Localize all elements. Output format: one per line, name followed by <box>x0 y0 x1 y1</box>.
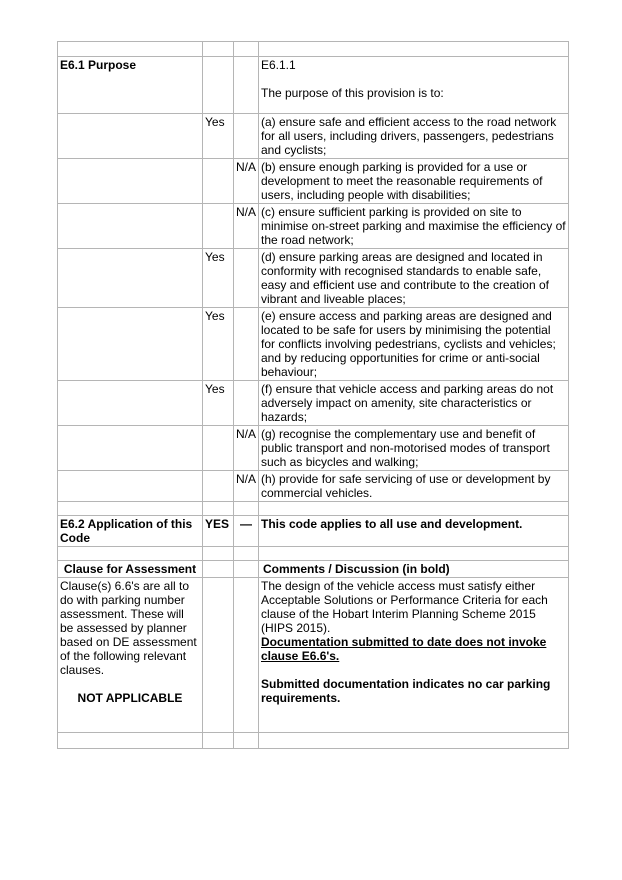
assessment-header-row <box>58 561 569 578</box>
purpose-item-row <box>58 471 569 502</box>
yes-cell: Yes <box>203 381 234 426</box>
purpose-item-row <box>58 308 569 381</box>
na-cell: N/A <box>234 159 259 204</box>
yes-cell <box>203 204 234 249</box>
application-text: This code applies to all use and development. <box>259 516 569 547</box>
purpose-intro: The purpose of this provision is to: <box>261 86 444 100</box>
purpose-item-text: (c) ensure sufficient parking is provided on site to minimise on-street parking and maximise the efficiency of the road network; <box>259 204 569 249</box>
purpose-item-text: (g) recognise the complementary use and benefit of public transport and non-motorised modes of transport such as bicycles and walking; <box>259 426 569 471</box>
purpose-item-row <box>58 159 569 204</box>
purpose-clause-cell <box>259 57 569 114</box>
yes-cell <box>203 426 234 471</box>
purpose-header-row <box>58 57 569 114</box>
yes-cell: Yes <box>203 114 234 159</box>
assessment-left-cell <box>58 578 203 733</box>
assessment-comment-cell <box>259 578 569 733</box>
comment-plain: The design of the vehicle access must satisfy either Acceptable Solutions or Performance Criteria for each clause of the Hobart Interim Planning Scheme 2015 (HIPS 2015). <box>261 579 548 635</box>
na-cell: N/A <box>234 426 259 471</box>
purpose-item-row <box>58 381 569 426</box>
assessment-body-row <box>58 578 569 733</box>
na-cell: N/A <box>234 471 259 502</box>
purpose-item-text: (a) ensure safe and efficient access to the road network for all users, including drivers, passengers, pedestrians and cyclists; <box>259 114 569 159</box>
yes-cell: Yes <box>203 249 234 308</box>
purpose-item-row <box>58 204 569 249</box>
purpose-heading: E6.1 Purpose <box>58 57 203 114</box>
purpose-item-text: (d) ensure parking areas are designed and located in conformity with recognised standards to enable safe, easy and efficient use and contribute to the creation of vibrant and liveable places; <box>259 249 569 308</box>
purpose-item-row <box>58 114 569 159</box>
na-cell: N/A <box>234 204 259 249</box>
na-cell <box>234 249 259 308</box>
yes-cell: Yes <box>203 308 234 381</box>
application-yes: YES <box>203 516 234 547</box>
purpose-item-text: (b) ensure enough parking is provided for a use or development to meet the reasonable requirements of users, including people with disabilities; <box>259 159 569 204</box>
trailing-row <box>58 733 569 749</box>
spacer-row <box>58 547 569 561</box>
purpose-item-row <box>58 249 569 308</box>
not-applicable-label: NOT APPLICABLE <box>77 691 183 705</box>
na-cell <box>234 308 259 381</box>
spacer-row <box>58 502 569 516</box>
na-cell <box>234 381 259 426</box>
comments-header: Comments / Discussion (in bold) <box>259 561 569 578</box>
assessment-left-text: Clause(s) 6.6's are all to do with parking number assessment. These will be assessed by planner based on DE assessment of the following relevant clauses. <box>60 579 197 677</box>
comment-bold-underlined: Documentation submitted to date does not invoke clause E6.6's. <box>261 635 547 663</box>
application-row <box>58 516 569 547</box>
yes-cell <box>203 471 234 502</box>
purpose-item-text: (f) ensure that vehicle access and parking areas do not adversely impact on amenity, site characteristics or hazards; <box>259 381 569 426</box>
spacer-row <box>58 42 569 57</box>
purpose-item-text: (e) ensure access and parking areas are designed and located to be safe for users by minimising the potential for conflicts involving pedestrians, cyclists and vehicles; and by reducing opportunities for crime or anti-social behaviour; <box>259 308 569 381</box>
clause-number: E6.1.1 <box>261 58 296 72</box>
yes-cell <box>203 159 234 204</box>
comment-bold: Submitted documentation indicates no car parking requirements. <box>261 677 551 705</box>
purpose-item-text: (h) provide for safe servicing of use or development by commercial vehicles. <box>259 471 569 502</box>
application-dash: — <box>234 516 259 547</box>
purpose-item-row <box>58 426 569 471</box>
na-cell <box>234 114 259 159</box>
application-heading: E6.2 Application of this Code <box>58 516 203 547</box>
clause-for-assessment-header: Clause for Assessment <box>58 561 203 578</box>
assessment-table <box>57 41 569 749</box>
